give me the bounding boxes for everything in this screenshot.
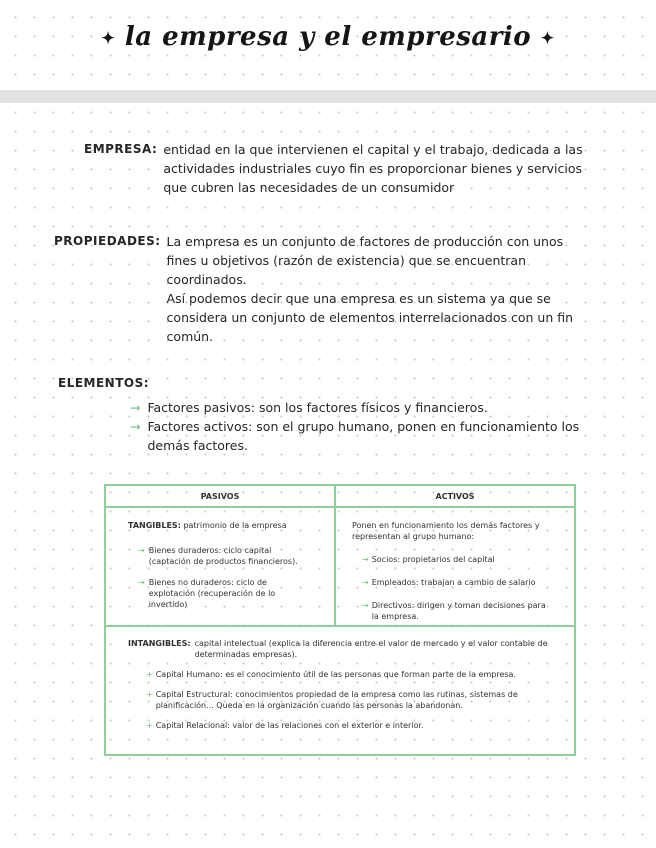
list-item xyxy=(362,600,566,622)
tangibles-label: TANGIBLES: xyxy=(128,521,181,530)
arrow-right-icon: → xyxy=(362,555,369,564)
title-divider-band xyxy=(0,90,656,103)
intangibles-line xyxy=(128,638,558,660)
pasivos-cell xyxy=(128,520,328,610)
factor-text: Factores activos: son el grupo humano, ponen en funcionamiento los demás factores. xyxy=(147,419,580,453)
tangibles-line xyxy=(128,520,328,531)
activo-item: Empleados: trabajan a cambio de salario xyxy=(371,578,536,587)
propiedades-text-1: La empresa es un conjunto de factores de producción con unos fines u objetivos (razón de existencia) que se encuentran coordinados. xyxy=(166,234,564,287)
intangible-item: Capital Estructural: conocimientos propiedad de la empresa como las rutinas, sistemas de planificación... Queda en la organización cuando las personas la abandonan. xyxy=(155,690,518,710)
list-item xyxy=(138,577,328,610)
arrow-right-icon: → xyxy=(138,546,145,555)
empresa-section xyxy=(84,140,604,197)
plus-icon: + xyxy=(146,690,153,699)
list-item xyxy=(146,689,558,711)
list-item xyxy=(146,669,558,680)
pasivo-item: Bienes no duraderos: ciclo de explotación (recuperación de lo invertido) xyxy=(148,578,276,609)
intangibles-text: capital intelectual (explica la diferencia entre el valor de mercado y el valor contable de determinadas empresas). xyxy=(194,639,548,659)
column-divider xyxy=(334,486,336,627)
empresa-definition: entidad en la que intervienen el capital y el trabajo, dedicada a las actividades industriales cuyo fin es proporcionar bienes y servicios que cubren las necesidades de un consumidor xyxy=(163,142,583,195)
factor-text: Factores pasivos: son los factores físicos y financieros. xyxy=(147,400,488,415)
list-item xyxy=(130,417,600,455)
intangible-item: Capital Humano: es el conocimiento útil de las personas que forman parte de la empresa. xyxy=(155,670,516,679)
plus-icon: + xyxy=(146,721,153,730)
propiedades-body xyxy=(167,232,594,346)
elementos-list xyxy=(130,398,600,455)
arrow-right-icon: → xyxy=(130,419,141,434)
list-item xyxy=(362,554,566,565)
pasivo-item: Bienes duraderos: ciclo capital (captación de productos financieros). xyxy=(148,546,298,566)
propiedades-section xyxy=(54,232,594,346)
activos-intro: Ponen en funcionamiento los demás factores y representan al grupo humano: xyxy=(352,521,540,541)
header-activos: ACTIVOS xyxy=(336,486,574,508)
row-divider xyxy=(106,625,574,627)
arrow-right-icon: → xyxy=(138,578,145,587)
arrow-right-icon: → xyxy=(362,601,369,610)
elementos-term: ELEMENTOS: xyxy=(58,376,150,390)
propiedades-text-2: Así podemos decir que una empresa es un sistema ya que se considera un conjunto de elementos interrelacionados con un fin común. xyxy=(166,291,574,344)
plus-icon: + xyxy=(146,670,153,679)
intangible-item: Capital Relacional: valor de las relaciones con el exterior e interior. xyxy=(155,721,424,730)
page-title xyxy=(0,22,656,52)
list-item xyxy=(146,720,558,731)
activo-item: Socios: propietarios del capital xyxy=(371,555,495,564)
elementos-section xyxy=(58,374,149,393)
intangibles-label: INTANGIBLES: xyxy=(128,639,191,648)
title-text: la empresa y el empresario xyxy=(124,22,532,52)
propiedades-term: PROPIEDADES: xyxy=(54,234,161,248)
tangibles-text: patrimonio de la empresa xyxy=(183,521,287,530)
factors-table xyxy=(104,484,576,756)
sparkle-right-icon: ✦ xyxy=(540,28,555,48)
activo-item: Directivos: dirigen y toman decisiones para la empresa. xyxy=(371,601,546,621)
arrow-right-icon: → xyxy=(130,400,141,415)
activos-cell xyxy=(352,520,566,622)
list-item xyxy=(362,577,566,588)
arrow-right-icon: → xyxy=(362,578,369,587)
intangibles-cell xyxy=(128,638,558,731)
list-item xyxy=(138,545,328,567)
list-item xyxy=(130,398,600,417)
sparkle-left-icon: ✦ xyxy=(101,28,116,48)
empresa-term: EMPRESA: xyxy=(84,142,158,156)
header-pasivos: PASIVOS xyxy=(106,486,334,508)
